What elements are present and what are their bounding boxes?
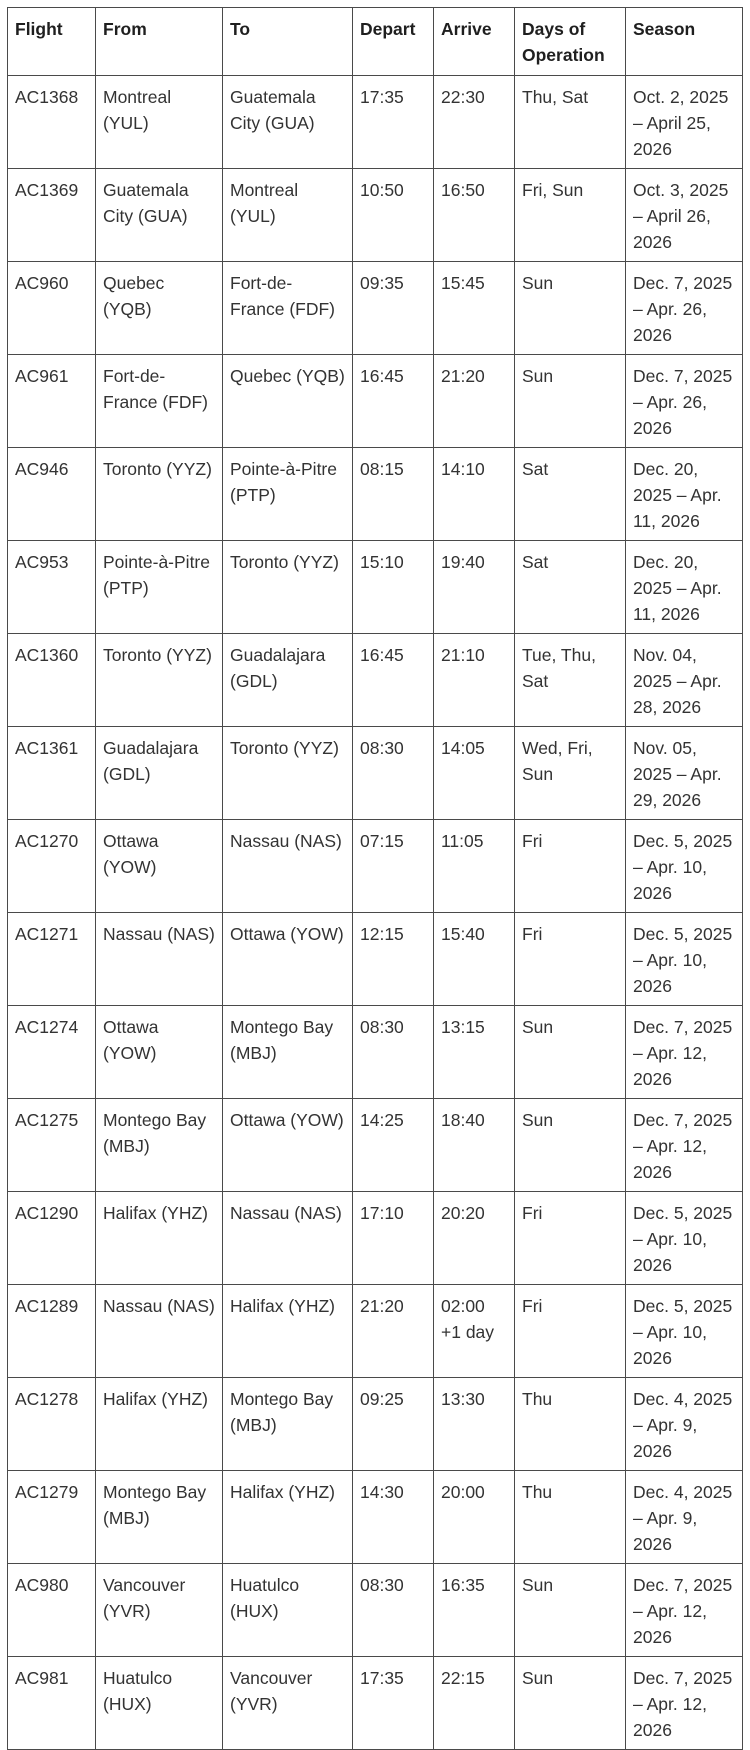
cell-from: Nassau (NAS) — [96, 913, 223, 1006]
cell-season: Oct. 3, 2025 – April 26, 2026 — [626, 169, 743, 262]
cell-depart: 09:25 — [353, 1378, 434, 1471]
cell-days: Thu — [515, 1471, 626, 1564]
cell-days: Thu, Sat — [515, 76, 626, 169]
table-row — [8, 1564, 743, 1657]
cell-season: Dec. 7, 2025 – Apr. 26, 2026 — [626, 355, 743, 448]
cell-flight: AC961 — [8, 355, 96, 448]
cell-depart: 10:50 — [353, 169, 434, 262]
cell-season: Dec. 4, 2025 – Apr. 9, 2026 — [626, 1378, 743, 1471]
cell-depart: 08:30 — [353, 727, 434, 820]
cell-arrive: 18:40 — [434, 1099, 515, 1192]
cell-days: Fri — [515, 820, 626, 913]
cell-season: Dec. 5, 2025 – Apr. 10, 2026 — [626, 913, 743, 1006]
cell-arrive: 21:20 — [434, 355, 515, 448]
cell-to: Halifax (YHZ) — [223, 1471, 353, 1564]
cell-arrive: 16:35 — [434, 1564, 515, 1657]
cell-days: Fri — [515, 1285, 626, 1378]
cell-season: Dec. 5, 2025 – Apr. 10, 2026 — [626, 820, 743, 913]
cell-arrive: 22:15 — [434, 1657, 515, 1750]
cell-flight: AC1278 — [8, 1378, 96, 1471]
column-header-to: To — [223, 8, 353, 76]
cell-to: Huatulco (HUX) — [223, 1564, 353, 1657]
cell-season: Nov. 05, 2025 – Apr. 29, 2026 — [626, 727, 743, 820]
cell-days: Sat — [515, 541, 626, 634]
cell-from: Toronto (YYZ) — [96, 634, 223, 727]
cell-season: Dec. 4, 2025 – Apr. 9, 2026 — [626, 1471, 743, 1564]
cell-depart: 17:35 — [353, 76, 434, 169]
cell-season: Dec. 20, 2025 – Apr. 11, 2026 — [626, 448, 743, 541]
cell-days: Sun — [515, 1006, 626, 1099]
column-header-days-of-operation: Days of Operation — [515, 8, 626, 76]
cell-flight: AC1289 — [8, 1285, 96, 1378]
table-row — [8, 913, 743, 1006]
table-row — [8, 541, 743, 634]
cell-flight: AC1271 — [8, 913, 96, 1006]
table-row — [8, 1192, 743, 1285]
cell-days: Tue, Thu, Sat — [515, 634, 626, 727]
cell-from: Vancouver (YVR) — [96, 1564, 223, 1657]
cell-to: Toronto (YYZ) — [223, 541, 353, 634]
cell-days: Fri, Sun — [515, 169, 626, 262]
cell-season: Oct. 2, 2025 – April 25, 2026 — [626, 76, 743, 169]
cell-to: Fort-de-France (FDF) — [223, 262, 353, 355]
cell-depart: 16:45 — [353, 634, 434, 727]
cell-from: Toronto (YYZ) — [96, 448, 223, 541]
cell-days: Sun — [515, 355, 626, 448]
cell-to: Nassau (NAS) — [223, 820, 353, 913]
cell-depart: 07:15 — [353, 820, 434, 913]
cell-to: Montego Bay (MBJ) — [223, 1006, 353, 1099]
cell-to: Toronto (YYZ) — [223, 727, 353, 820]
cell-to: Ottawa (YOW) — [223, 1099, 353, 1192]
cell-arrive: 13:15 — [434, 1006, 515, 1099]
cell-arrive: 22:30 — [434, 76, 515, 169]
cell-flight: AC1275 — [8, 1099, 96, 1192]
cell-days: Sun — [515, 1099, 626, 1192]
cell-from: Ottawa (YOW) — [96, 820, 223, 913]
column-header-depart: Depart — [353, 8, 434, 76]
table-row — [8, 820, 743, 913]
cell-to: Pointe-à-Pitre (PTP) — [223, 448, 353, 541]
cell-arrive: 13:30 — [434, 1378, 515, 1471]
column-header-from: From — [96, 8, 223, 76]
cell-season: Dec. 5, 2025 – Apr. 10, 2026 — [626, 1285, 743, 1378]
cell-season: Dec. 7, 2025 – Apr. 12, 2026 — [626, 1099, 743, 1192]
cell-flight: AC960 — [8, 262, 96, 355]
cell-to: Guatemala City (GUA) — [223, 76, 353, 169]
cell-flight: AC1270 — [8, 820, 96, 913]
cell-to: Ottawa (YOW) — [223, 913, 353, 1006]
cell-days: Wed, Fri, Sun — [515, 727, 626, 820]
cell-days: Sun — [515, 262, 626, 355]
cell-season: Dec. 20, 2025 – Apr. 11, 2026 — [626, 541, 743, 634]
column-header-arrive: Arrive — [434, 8, 515, 76]
cell-flight: AC1274 — [8, 1006, 96, 1099]
cell-depart: 08:15 — [353, 448, 434, 541]
cell-from: Nassau (NAS) — [96, 1285, 223, 1378]
cell-arrive: 02:00 +1 day — [434, 1285, 515, 1378]
cell-to: Montreal (YUL) — [223, 169, 353, 262]
cell-from: Guatemala City (GUA) — [96, 169, 223, 262]
cell-flight: AC981 — [8, 1657, 96, 1750]
cell-from: Pointe-à-Pitre (PTP) — [96, 541, 223, 634]
cell-days: Fri — [515, 913, 626, 1006]
cell-flight: AC1361 — [8, 727, 96, 820]
cell-depart: 09:35 — [353, 262, 434, 355]
table-row — [8, 1471, 743, 1564]
table-row — [8, 727, 743, 820]
cell-depart: 14:25 — [353, 1099, 434, 1192]
cell-depart: 17:10 — [353, 1192, 434, 1285]
table-row — [8, 1285, 743, 1378]
flight-schedule-table — [7, 7, 743, 1750]
cell-arrive: 19:40 — [434, 541, 515, 634]
cell-days: Fri — [515, 1192, 626, 1285]
cell-to: Montego Bay (MBJ) — [223, 1378, 353, 1471]
cell-arrive: 11:05 — [434, 820, 515, 913]
cell-from: Halifax (YHZ) — [96, 1378, 223, 1471]
cell-to: Nassau (NAS) — [223, 1192, 353, 1285]
table-row — [8, 169, 743, 262]
cell-season: Dec. 7, 2025 – Apr. 12, 2026 — [626, 1657, 743, 1750]
cell-season: Dec. 7, 2025 – Apr. 26, 2026 — [626, 262, 743, 355]
cell-from: Fort-de-France (FDF) — [96, 355, 223, 448]
cell-to: Halifax (YHZ) — [223, 1285, 353, 1378]
cell-flight: AC953 — [8, 541, 96, 634]
flight-schedule-table-container — [7, 7, 743, 1750]
cell-arrive: 20:20 — [434, 1192, 515, 1285]
cell-flight: AC980 — [8, 1564, 96, 1657]
cell-season: Dec. 5, 2025 – Apr. 10, 2026 — [626, 1192, 743, 1285]
table-row — [8, 448, 743, 541]
cell-arrive: 14:10 — [434, 448, 515, 541]
cell-arrive: 20:00 — [434, 1471, 515, 1564]
cell-depart: 08:30 — [353, 1564, 434, 1657]
cell-season: Dec. 7, 2025 – Apr. 12, 2026 — [626, 1564, 743, 1657]
cell-from: Quebec (YQB) — [96, 262, 223, 355]
cell-days: Thu — [515, 1378, 626, 1471]
table-row — [8, 1657, 743, 1750]
cell-depart: 15:10 — [353, 541, 434, 634]
cell-arrive: 14:05 — [434, 727, 515, 820]
cell-depart: 14:30 — [353, 1471, 434, 1564]
cell-arrive: 15:45 — [434, 262, 515, 355]
cell-flight: AC1290 — [8, 1192, 96, 1285]
cell-arrive: 15:40 — [434, 913, 515, 1006]
table-row — [8, 1099, 743, 1192]
header-row — [8, 8, 743, 76]
table-row — [8, 634, 743, 727]
cell-days: Sun — [515, 1657, 626, 1750]
cell-from: Montego Bay (MBJ) — [96, 1099, 223, 1192]
cell-to: Guadalajara (GDL) — [223, 634, 353, 727]
cell-flight: AC1369 — [8, 169, 96, 262]
cell-depart: 21:20 — [353, 1285, 434, 1378]
table-body — [8, 76, 743, 1750]
cell-from: Huatulco (HUX) — [96, 1657, 223, 1750]
column-header-season: Season — [626, 8, 743, 76]
cell-flight: AC946 — [8, 448, 96, 541]
cell-flight: AC1368 — [8, 76, 96, 169]
table-row — [8, 1006, 743, 1099]
table-row — [8, 1378, 743, 1471]
cell-flight: AC1279 — [8, 1471, 96, 1564]
table-header — [8, 8, 743, 76]
cell-from: Montreal (YUL) — [96, 76, 223, 169]
cell-depart: 17:35 — [353, 1657, 434, 1750]
table-row — [8, 76, 743, 169]
cell-from: Ottawa (YOW) — [96, 1006, 223, 1099]
column-header-flight: Flight — [8, 8, 96, 76]
cell-flight: AC1360 — [8, 634, 96, 727]
cell-season: Dec. 7, 2025 – Apr. 12, 2026 — [626, 1006, 743, 1099]
cell-depart: 08:30 — [353, 1006, 434, 1099]
cell-from: Montego Bay (MBJ) — [96, 1471, 223, 1564]
table-row — [8, 355, 743, 448]
cell-days: Sat — [515, 448, 626, 541]
cell-arrive: 21:10 — [434, 634, 515, 727]
cell-days: Sun — [515, 1564, 626, 1657]
cell-season: Nov. 04, 2025 – Apr. 28, 2026 — [626, 634, 743, 727]
table-row — [8, 262, 743, 355]
cell-to: Quebec (YQB) — [223, 355, 353, 448]
cell-from: Guadalajara (GDL) — [96, 727, 223, 820]
cell-depart: 12:15 — [353, 913, 434, 1006]
cell-depart: 16:45 — [353, 355, 434, 448]
cell-to: Vancouver (YVR) — [223, 1657, 353, 1750]
cell-from: Halifax (YHZ) — [96, 1192, 223, 1285]
cell-arrive: 16:50 — [434, 169, 515, 262]
